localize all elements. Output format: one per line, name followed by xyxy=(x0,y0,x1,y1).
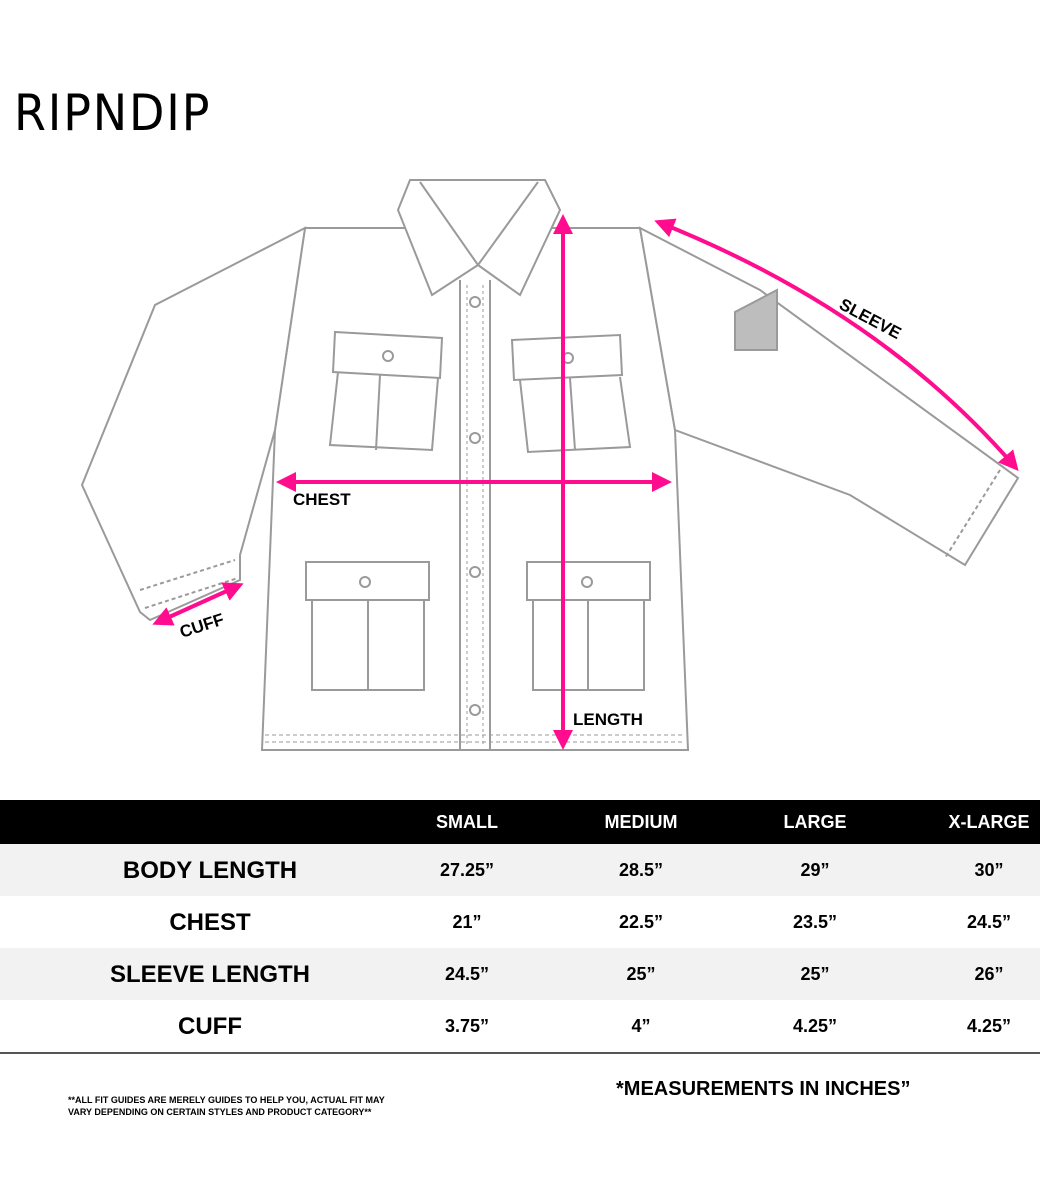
size-xlarge-header: X-LARGE xyxy=(948,812,1030,832)
cell-value: 24.5” xyxy=(444,964,490,984)
size-small-header: SMALL xyxy=(436,812,498,832)
chest-label: CHEST xyxy=(293,490,351,509)
cell-value: 29” xyxy=(800,860,830,880)
sleeve-label: SLEEVE xyxy=(836,294,905,344)
cell-value: 28.5” xyxy=(618,860,664,880)
fit-disclaimer xyxy=(68,1094,428,1118)
jacket-diagram xyxy=(0,160,1040,760)
size-large-header: LARGE xyxy=(783,812,847,832)
length-label: LENGTH xyxy=(573,710,643,729)
row-label: CUFF xyxy=(178,1013,242,1040)
disclaimer-line: **ALL FIT GUIDES ARE MERELY GUIDES TO HELP YOU, ACTUAL FIT MAY xyxy=(68,1095,385,1105)
cell-value: 21” xyxy=(452,912,482,932)
size-chart-header xyxy=(0,800,1040,844)
units-note: *MEASUREMENTS IN INCHES” xyxy=(616,1078,911,1100)
cell-value: 30” xyxy=(974,860,1004,880)
cell-value: 22.5” xyxy=(618,912,664,932)
cell-value: 4.25” xyxy=(966,1016,1012,1036)
cell-value: 25” xyxy=(626,964,656,984)
cell-value: 4” xyxy=(631,1016,651,1036)
cell-value: 26” xyxy=(974,964,1004,984)
size-chart-table xyxy=(0,800,1040,1052)
cell-value: 24.5” xyxy=(966,912,1012,932)
table-row xyxy=(0,948,1040,1000)
cell-value: 3.75” xyxy=(444,1016,490,1036)
cuff-label: CUFF xyxy=(177,609,227,642)
row-label: CHEST xyxy=(169,909,251,936)
jacket-outline xyxy=(82,180,1018,750)
cell-value: 25” xyxy=(800,964,830,984)
size-medium-header: MEDIUM xyxy=(604,812,678,832)
disclaimer-line: VARY DEPENDING ON CERTAIN STYLES AND PRODUCT CATEGORY** xyxy=(68,1107,372,1117)
cell-value: 4.25” xyxy=(792,1016,838,1036)
row-label: BODY LENGTH xyxy=(122,857,298,884)
cell-value: 23.5” xyxy=(792,912,838,932)
brand-logo: RIPNDIP xyxy=(14,84,212,142)
row-label: SLEEVE LENGTH xyxy=(109,961,311,988)
cell-value: 27.25” xyxy=(439,860,495,880)
table-bottom-rule xyxy=(0,1052,1040,1054)
table-row xyxy=(0,1000,1040,1052)
table-row xyxy=(0,896,1040,948)
table-row xyxy=(0,844,1040,896)
